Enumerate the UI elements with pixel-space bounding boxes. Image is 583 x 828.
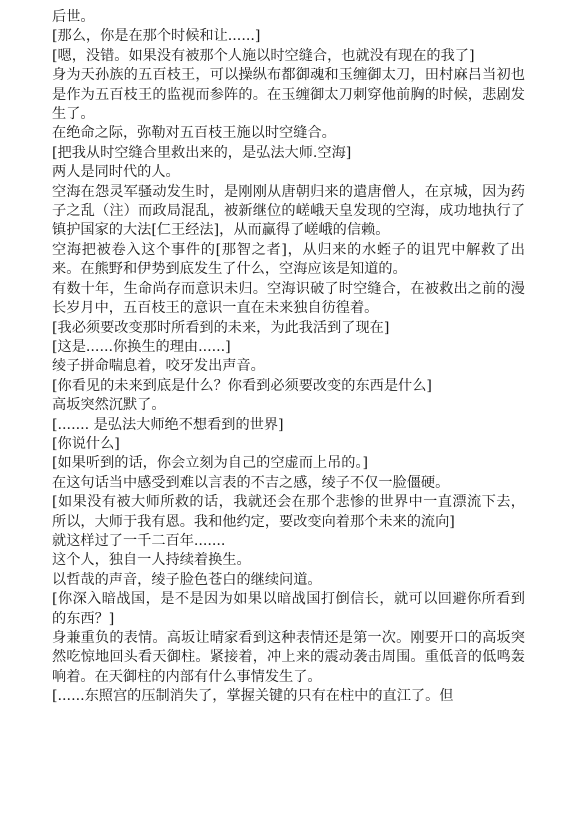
paragraph: 两人是同时代的人。 [52,164,180,181]
paragraph: 后世。 [52,9,95,25]
paragraph: 有数十年，生命尚存而意识未归。空海识破了时空缝合，在被救出之前的漫长岁月中，五百枝王的意识一直在未来独自彷徨着。 [52,280,525,317]
paragraph: [把我从时空缝合里救出来的，是弘法大师.空海] [52,144,352,161]
paragraph: [......东照宫的压制消失了，掌握关键的只有在柱中的直江了。但 [52,688,454,705]
paragraph: 绫子拼命喘息着，咬牙发出声音。 [52,358,265,375]
paragraph: 身为天孙族的五百枝王，可以操纵布都御魂和玉缠御太刀，田村麻吕当初也是作为五百枝王的监视而参阵的。在玉缠御太刀刺穿他前胸的时候，悲剧发生了。 [52,67,525,123]
paragraph: [这是......你换生的理由......] [52,338,231,355]
paragraph: 在这句话当中感受到难以言表的不吉之感，绫子不仅一脸僵硬。 [52,474,450,491]
paragraph: [你深入暗战国，是不是因为如果以暗战国打倒信长，就可以回避你所看到的东西？] [52,591,525,627]
paragraph: 在绝命之际，弥勒对五百枝王施以时空缝合。 [52,125,336,142]
paragraph: [嗯，没错。如果没有被那个人施以时空缝合，也就没有现在的我了] [52,47,475,64]
paragraph: [如果听到的话，你会立刻为自己的空虚而上吊的。] [52,455,369,472]
paragraph: 空海在怨灵军骚动发生时，是刚刚从唐朝归来的遣唐僧人，在京城，因为药子之乱（注）而政局混乱，被新继位的嵯峨天皇发现的空海，成功地执行了镇护国家的大法[仁王经法]，从而赢得了嵯峨的信赖。 [52,183,525,239]
paragraph: 高坂突然沉默了。 [52,397,166,414]
paragraph: 空海把被卷入这个事件的[那智之者]，从归来的水蛭子的诅咒中解救了出来。在熊野和伊势到底发生了什么，空海应该是知道的。 [52,241,525,278]
paragraph: [你看见的未来到底是什么？你看到必须要改变的东西是什么] [52,377,432,394]
paragraph: [你说什么] [52,435,120,452]
paragraph: 就这样过了一千二百年....... [52,532,226,549]
paragraph: 以哲哉的声音，绫子脸色苍白的继续问道。 [52,571,322,588]
paragraph: [....... 是弘法大师绝不想看到的世界] [52,416,284,433]
paragraph: [那么，你是在那个时候和让......] [52,28,261,45]
paragraph: [我必须要改变那时所看到的未来，为此我活到了现在] [52,319,390,336]
paragraph: [如果没有被大师所救的话，我就还会在那个悲惨的世界中一直漂流下去，所以，大师于我有恩。我和他约定，要改变向着那个未来的流向] [52,494,525,530]
paragraph: 身兼重负的表情。高坂让晴家看到这种表情还是第一次。刚要开口的高坂突然吃惊地回头看天御柱。紧接着，冲上来的震动袭击周围。重低音的低鸣轰响着。在天御柱的内部有什么事情发生了。 [52,630,525,685]
paragraph: 这个人，独自一人持续着换生。 [52,552,251,569]
